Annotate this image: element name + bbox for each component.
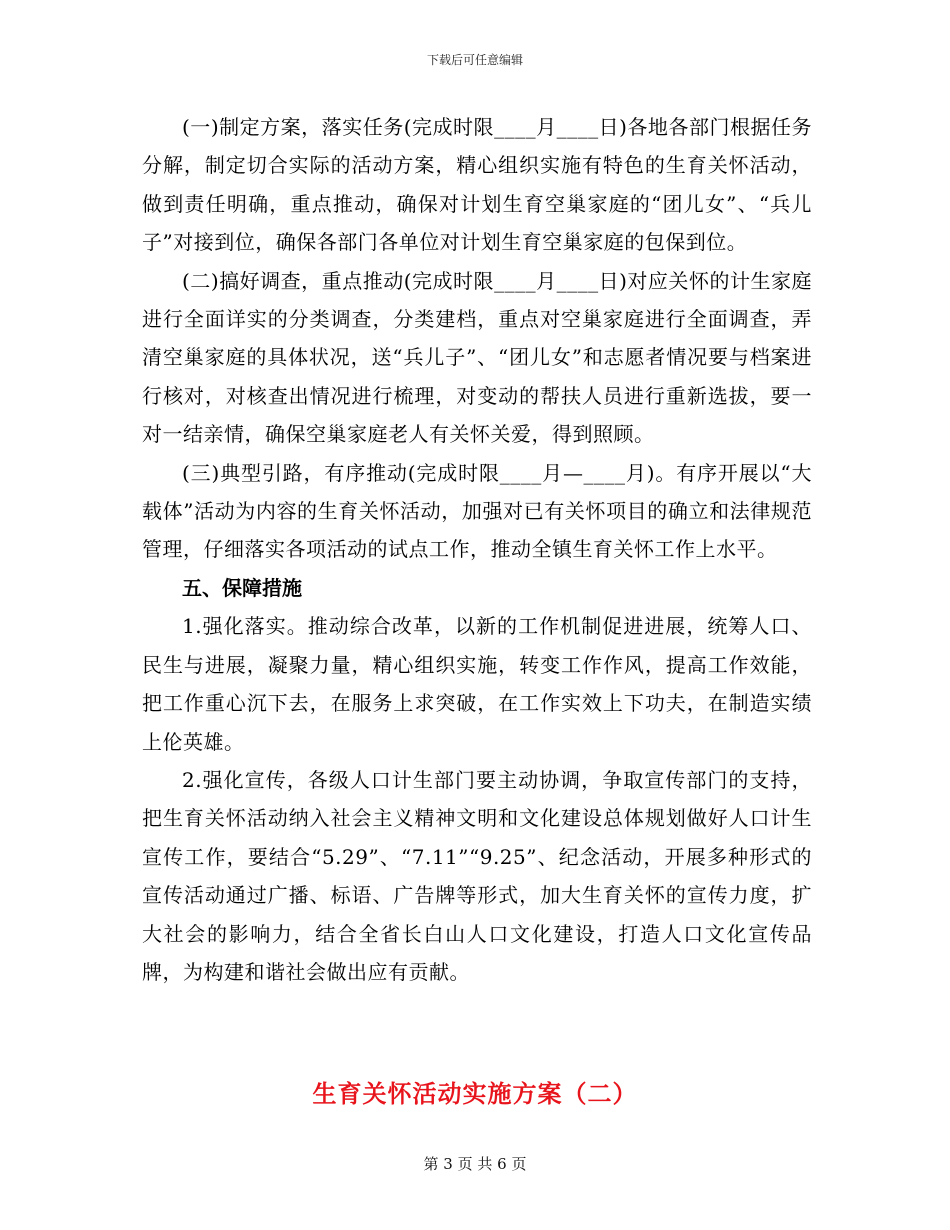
paragraph-plan-task: (一)制定方案，落实任务(完成时限____月____日)各地各部门根据任务分解，制定切合实际的活动方案，精心组织实施有特色的生育关怀活动，做到责任明确，重点推动，确保对计划生育空巢家庭的“团儿女”、“兵儿子”对接到位，确保各部门各单位对计划生育空巢家庭的包保到位。: [142, 115, 812, 255]
section-heading-safeguards: 五、保障措施: [182, 575, 302, 600]
document-body: [142, 108, 812, 991]
paragraph-survey: (二)搞好调查，重点推动(完成时限____月____日)对应关怀的计生家庭进行全面详实的分类调查，分类建档，重点对空巢家庭进行全面调查，弄清空巢家庭的具体状况，送“兵儿子”、“团儿女”和志愿者情况要与档案进行核对，对核查出情况进行梳理，对变动的帮扶人员进行重新选拔，要一对一结亲情，确保空巢家庭老人有关怀关爱，得到照顾。: [142, 268, 812, 447]
paragraph-typical-guidance: (三)典型引路，有序推动(完成时限____月—____月)。有序开展以“大载体”活动为内容的生育关怀活动，加强对已有关怀项目的确立和法律规范管理，仔细落实各项活动的试点工作，推动全镇生育关怀工作上水平。: [142, 460, 812, 562]
page-header: 下载后可任意编辑: [426, 53, 523, 67]
page-number-footer: 第 3 页 共 6 页: [423, 1155, 527, 1173]
paragraph-strengthen-publicity: 2.强化宣传，各级人口计生部门要主动协调，争取宣传部门的支持，把生育关怀活动纳入社会主义精神文明和文化建设总体规划做好人口计生宣传工作，要结合“5.29”、“7.11”“9.25”、纪念活动，开展多种形式的宣传活动通过广播、标语、广告牌等形式，加大生育关怀的宣传力度，扩大社会的影响力，结合全省长白山人口文化建设，打造人口文化宣传品牌，为构建和谐社会做出应有贡献。: [142, 767, 812, 984]
paragraph-strengthen-implementation: 1.强化落实。推动综合改革，以新的工作机制促进进展，统筹人口、民生与进展，凝聚力量，精心组织实施，转变工作作风，提高工作效能，把工作重心沉下去，在服务上求突破，在工作实效上下功夫，在制造实绩上伦英雄。: [142, 614, 812, 754]
next-document-title: 生育关怀活动实施方案（二）: [312, 1080, 638, 1108]
